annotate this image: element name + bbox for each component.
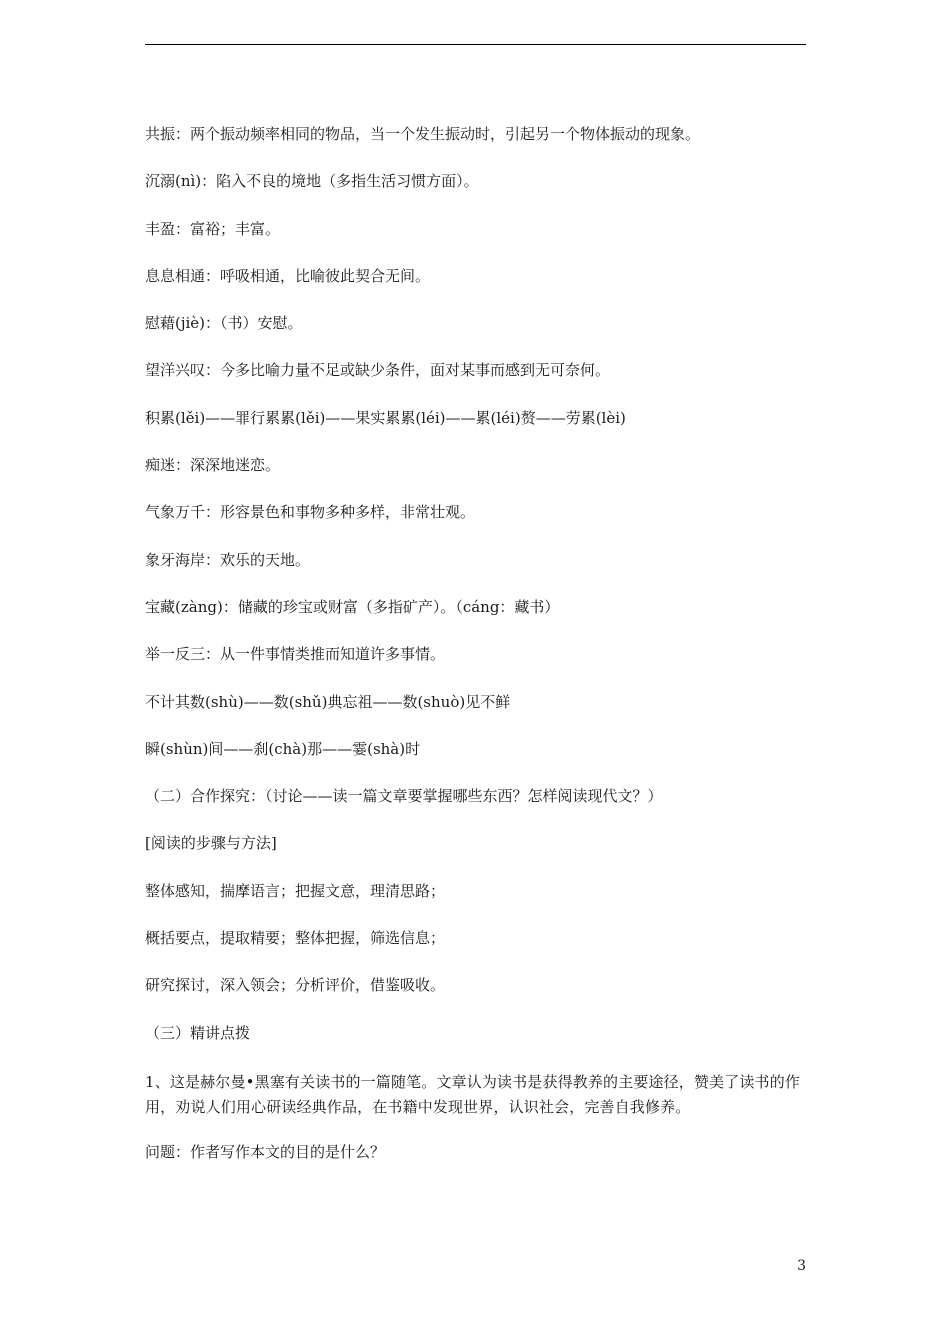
question-line: 问题：作者写作本文的目的是什么？ [145,1142,386,1161]
paragraph-wangyangxingtan: 望洋兴叹：今多比喻力量不足或缺少条件，面对某事而感到无可奈何。 [145,361,611,380]
section-heading-cooperation: （二）合作探究：（讨论——读一篇文章要掌握哪些东西？怎样阅读现代文？） [145,787,663,806]
paragraph-juyifansan: 举一反三：从一件事情类推而知道许多事情。 [145,645,446,664]
subheading-reading-method: [阅读的步骤与方法] [145,834,277,853]
document-body [145,124,810,1189]
paragraph-fengying: 丰盈：富裕；丰富。 [145,219,281,238]
paragraph-shunjian: 瞬(shùn)间——刹(chà)那——霎(shà)时 [145,739,421,758]
page-number: 3 [797,1258,806,1274]
paragraph-qixiangwanqian: 气象万千：形容景色和事物多种多样，非常壮观。 [145,503,476,522]
paragraph-gongzhen: 共振：两个振动频率相同的物品，当一个发生振动时，引起另一个物体振动的现象。 [145,125,701,143]
method-line-2: 概括要点，提取精要；整体把握，筛选信息； [145,929,446,948]
section-heading-explanation: （三）精讲点拨 [145,1023,251,1042]
paragraph-lei-pronunciations: 积累(lěi)——罪行累累(lěi)——果实累累(léi)——累(léi)赘——劳累(lèi) [145,408,626,427]
paragraph-xixixiangtong: 息息相通：呼吸相通，比喻彼此契合无间。 [145,266,431,285]
paragraph-hesse-essay: 1、这是赫尔曼•黑塞有关读书的一篇随笔。文章认为读书是获得教养的主要途径，赞美了读书的作用，劝说人们用心研读经典作品，在书籍中发现世界，认识社会，完善自我修养。 [145,1072,800,1116]
paragraph-chenni: 沉溺(nì)：陷入不良的境地（多指生活习惯方面）。 [145,172,479,191]
method-line-1: 整体感知，揣摩语言；把握文意，理清思路； [145,881,446,900]
paragraph-baozang: 宝藏(zàng)：储藏的珍宝或财富（多指矿产）。（cáng：藏书） [145,597,560,616]
paragraph-xiangyahaian: 象牙海岸：欢乐的天地。 [145,550,311,569]
paragraph-chimi: 痴迷：深深地迷恋。 [145,456,281,475]
method-line-3: 研究探讨，深入领会；分析评价，借鉴吸收。 [145,976,446,995]
paragraph-shu-pronunciations: 不计其数(shù)——数(shǔ)典忘祖——数(shuò)见不鲜 [145,692,511,711]
header-rule [145,44,806,45]
paragraph-weijie: 慰藉(jiè)：（书）安慰。 [145,314,303,333]
